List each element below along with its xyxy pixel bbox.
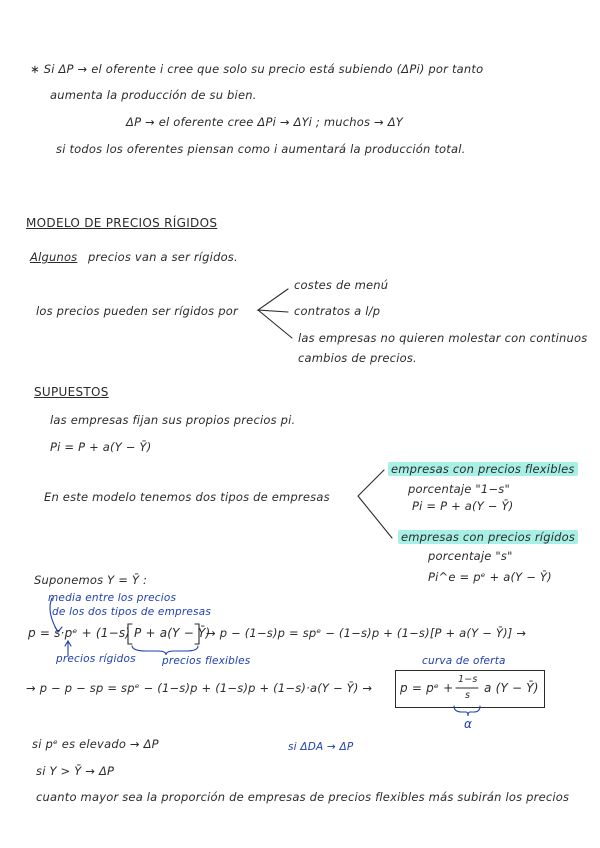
section-heading: MODELO DE PRECIOS RÍGIDOS [26,216,218,230]
flexible-eq: Pi = P + a(Y − Ȳ) [412,499,514,513]
two-types-line: En este modelo tenemos dos tipos de empresas [44,490,330,504]
rigid-main: los precios pueden ser rígidos por [36,304,238,318]
supuestos-heading: SUPUESTOS [34,385,109,399]
equation-2-box-post: a (Y − Ȳ) [484,681,539,695]
note-line-2: aumenta la producción de su bien. [50,88,257,102]
alpha-label: α [464,717,473,731]
note-flex-prices: precios flexibles [162,655,251,667]
conclusion-1-note: si ΔDA → ΔP [288,741,354,753]
conclusion-3: cuanto mayor sea la proporción de empresas de precios flexibles más subirán los precios [36,790,570,804]
rigid-pct: porcentaje "s" [428,549,513,563]
fraction-numerator: 1−s [458,674,478,685]
note-average-1: media entre los precios [48,592,177,604]
equation-1-bracket: P + a(Y − Ȳ) [134,626,211,640]
flexible-pct: porcentaje "1−s" [408,482,510,496]
note-supply-curve: curva de oferta [422,655,506,667]
suppose-line: Suponemos Y = Ȳ : [34,573,148,587]
note-average-2: de los dos tipos de empresas [52,606,212,618]
algunos-word: Algunos [30,250,78,264]
note-line-1: ∗ Si ΔP → el oferente i cree que solo su precio está subiendo (ΔPi) por tanto [30,62,484,76]
conclusion-2: si Y > Ȳ → ΔP [36,764,115,778]
conclusion-1: si pᵉ es elevado → ΔP [32,737,159,751]
reason-menu-costs: costes de menú [294,278,389,292]
rigid-eq: Pi^e = pᵉ + a(Y − Ȳ) [428,570,552,584]
supuesto-2: Pi = P + a(Y − Ȳ) [50,440,152,454]
supuesto-1: las empresas fijan sus propios precios pi. [50,413,296,427]
flexible-highlight: empresas con precios flexibles [388,462,578,476]
note-line-4: si todos los oferentes piensan como i aumentará la producción total. [56,142,466,156]
equation-1-right: → p − (1−s)p = spᵉ − (1−s)p + (1−s)[P + a(Y − Ȳ)] → [206,626,527,640]
reason-annoy-1: las empresas no quieren molestar con continuos [298,331,588,345]
equation-2-left: → p − p − sp = spᵉ − (1−s)p + (1−s)p + (1−s)·a(Y − Ȳ) → [26,681,373,695]
algunos-rest: precios van a ser rígidos. [88,250,238,264]
reason-annoy-2: cambios de precios. [298,351,417,365]
fraction-denominator: s [465,690,471,701]
equation-1-left: p = s·pᵉ + (1−s) [28,626,131,640]
rigid-highlight: empresas con precios rígidos [398,530,578,544]
equation-2-box-pre: p = pᵉ + [400,681,454,695]
note-rigid-prices: precios rígidos [56,653,136,665]
note-line-3: ΔP → el oferente cree ΔPi → ΔYi ; muchos → ΔY [126,115,404,129]
reason-contracts: contratos a l/p [294,304,381,318]
